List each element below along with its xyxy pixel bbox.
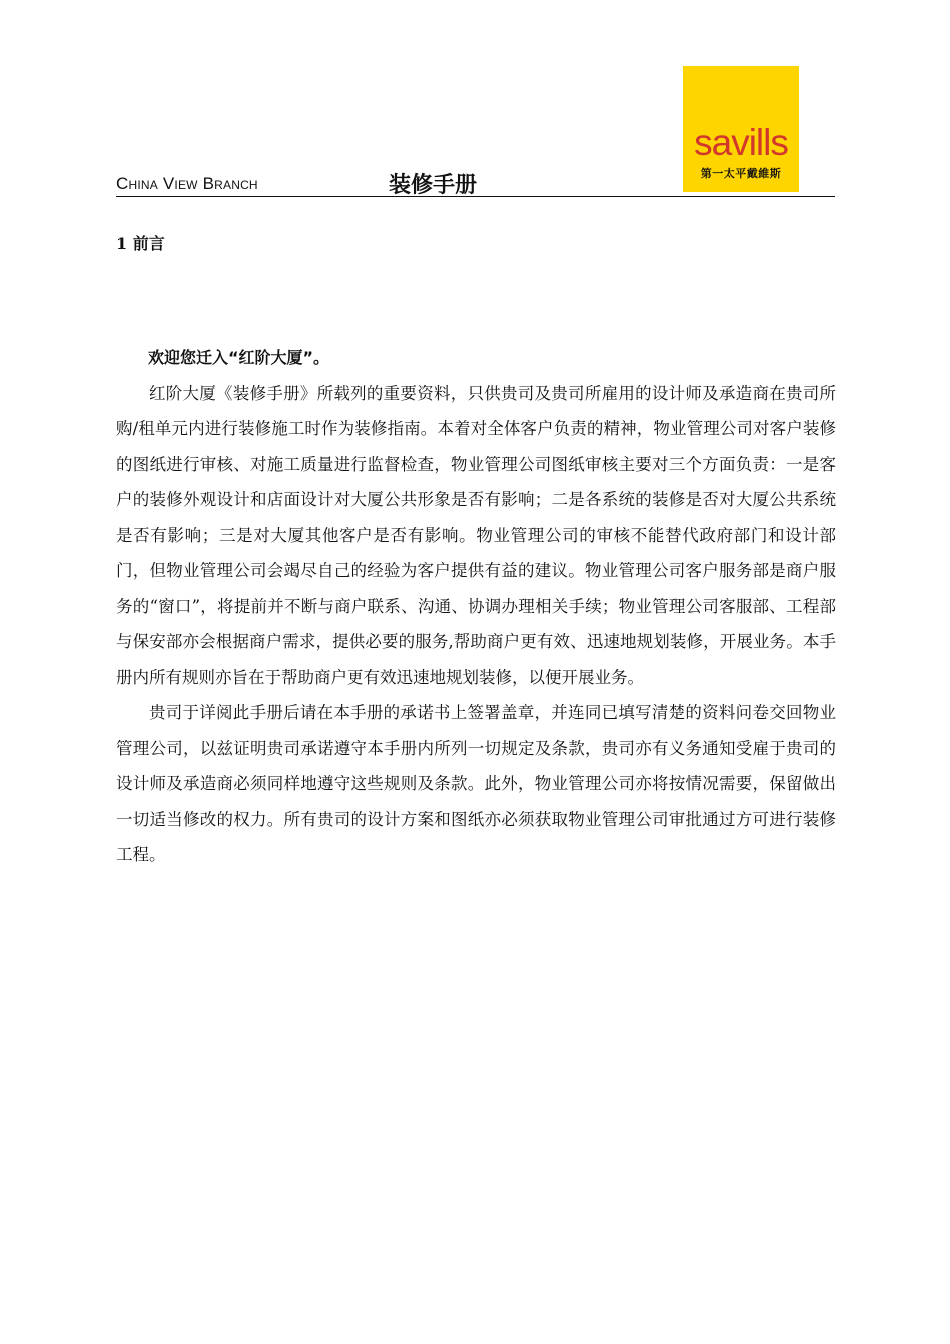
welcome-line: 欢迎您迁入“红阶大厦”。 [148,348,330,367]
body-paragraph-1: 红阶大厦《装修手册》所载列的重要资料，只供贵司及贵司所雇用的设计师及承造商在贵司所购/租单元内进行装修施工时作为装修指南。本着对全体客户负责的精神，物业管理公司对客户装修的图纸进行审核、对施工质量进行监督检查，物业管理公司图纸审核主要对三个方面负责：一是客户的装修外观设计和店面设计对大厦公共形象是否有影响；二是各系统的装修是否对大厦公共系统是否有影响；三是对大厦其他客户是否有影响。物业管理公司的审核不能替代政府部门和设计部门，但物业管理公司会竭尽自己的经验为客户提供有益的建议。物业管理公司客户服务部是商户服务的“窗口”，将提前并不断与商户联系、沟通、协调办理相关手续；物业管理公司客服部、工程部与保安部亦会根据商户需求，提供必要的服务,帮助商户更有效、迅速地规划装修，开展业务。本手册内所有规则亦旨在于帮助商户更有效迅速地规划装修，以便开展业务。 [116,383,836,687]
manual-title: 装修手册 [389,173,478,198]
document-body [116,340,836,873]
section-heading: 1 前言 [116,234,165,253]
savills-logo [683,66,799,192]
header-divider [116,196,835,197]
logo-wordmark: savills [694,122,788,163]
body-paragraph-2: 贵司于详阅此手册后请在本手册的承诺书上签署盖章，并连同已填写清楚的资料问卷交回物业管理公司，以兹证明贵司承诺遵守本手册内所列一切规定及条款，贵司亦有义务通知受雇于贵司的设计师及承造商必须同样地遵守这些规则及条款。此外，物业管理公司亦将按情况需要，保留做出一切适当修改的权力。所有贵司的设计方案和图纸亦必须获取物业管理公司审批通过方可进行装修工程。 [116,703,836,864]
logo-subtitle: 第一太平戴維斯 [700,167,782,180]
branch-name: China View Branch [116,174,258,193]
page-header [116,60,836,198]
